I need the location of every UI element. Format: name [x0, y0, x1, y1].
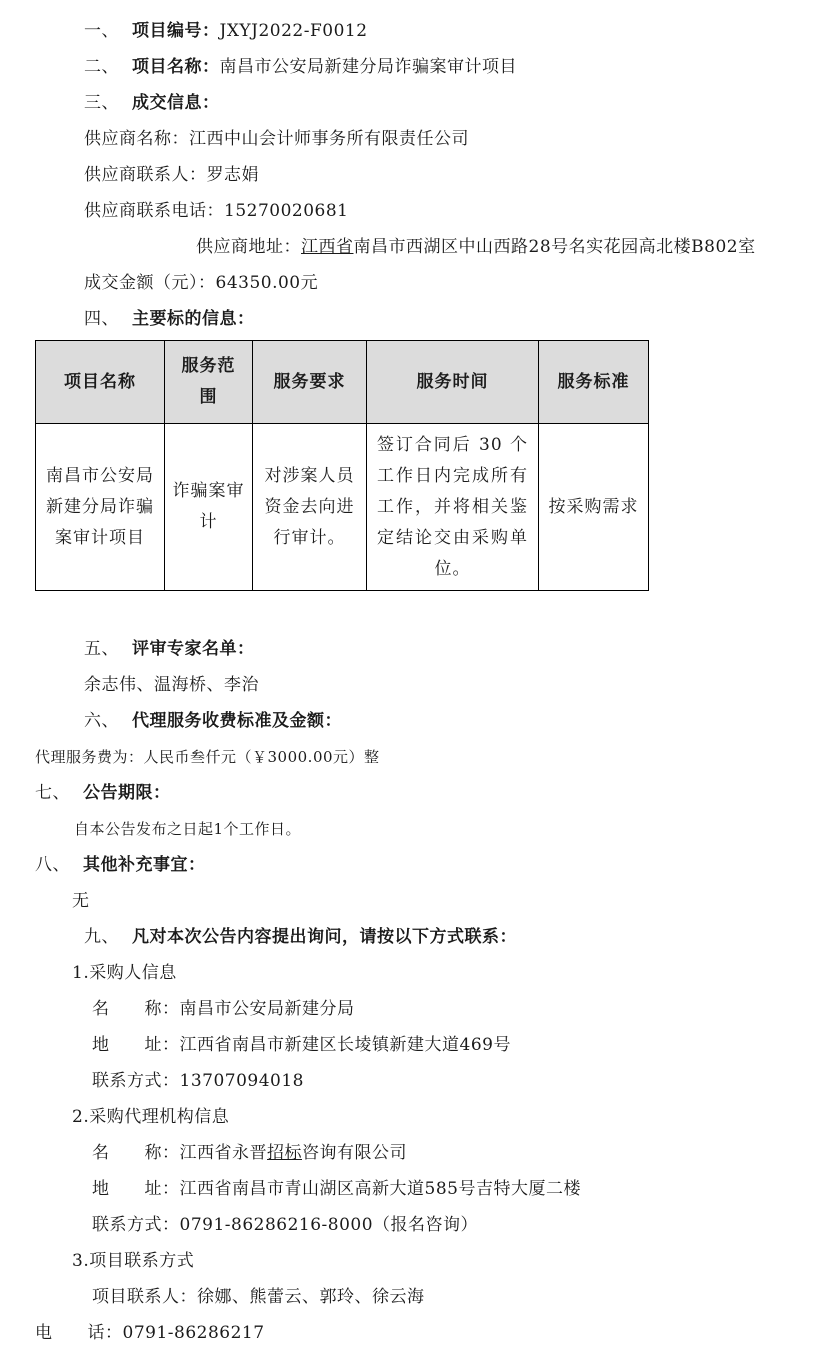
section-label: 成交信息： — [132, 93, 220, 113]
purchaser-title: 1.采购人信息 — [72, 963, 177, 983]
project-name: 南昌市公安局新建分局诈骗案审计项目 — [219, 57, 517, 77]
section-number: 五、 — [84, 639, 119, 659]
table-cell: 按采购需求 — [539, 424, 649, 591]
section-deal-info — [84, 92, 220, 114]
section-label: 项目编号： — [132, 21, 220, 41]
supplier-contact: 供应商联系人：罗志娟 — [84, 165, 259, 185]
other-matters: 无 — [72, 891, 90, 911]
agency-name-underlined: 招标 — [267, 1143, 302, 1163]
section-number: 八、 — [35, 855, 70, 875]
supplier-phone: 供应商联系电话：15270020681 — [84, 201, 349, 221]
project-contact-persons: 项目联系人：徐娜、熊蕾云、郭玲、徐云海 — [92, 1287, 425, 1307]
section-number: 七、 — [35, 783, 70, 803]
table-header-row — [36, 341, 649, 424]
purchaser-address: 地 址：江西省南昌市新建区长堎镇新建大道469号 — [92, 1035, 511, 1055]
section-label: 评审专家名单： — [132, 639, 255, 659]
header-cell: 项目名称 — [36, 341, 165, 424]
section-agency-fee — [84, 710, 342, 732]
section-number: 一、 — [84, 21, 119, 41]
section-experts — [84, 638, 255, 660]
agency-name-post: 咨询有限公司 — [302, 1143, 407, 1163]
section-number: 二、 — [84, 57, 119, 77]
table-cell: 签订合同后 30 个工作日内完成所有工作，并将相关鉴定结论交由采购单位。 — [367, 424, 539, 591]
section-label: 凡对本次公告内容提出询问，请按以下方式联系： — [132, 927, 517, 947]
section-label: 公告期限： — [83, 783, 171, 803]
expert-list: 余志伟、温海桥、李治 — [84, 675, 259, 695]
header-cell: 服务范围 — [165, 341, 253, 424]
section-label: 主要标的信息： — [132, 309, 255, 329]
notice-period: 自本公告发布之日起1个工作日。 — [74, 820, 302, 838]
project-contact-title: 3.项目联系方式 — [72, 1251, 195, 1271]
agency-address: 地 址：江西省南昌市青山湖区高新大道585号吉特大厦二楼 — [92, 1179, 581, 1199]
section-project-number — [84, 20, 368, 42]
section-number: 六、 — [84, 711, 119, 731]
supplier-address-rest: 南昌市西湖区中山西路28号名实花园高北楼B802室 — [353, 237, 756, 257]
purchaser-phone: 联系方式：13707094018 — [92, 1071, 304, 1091]
supplier-address-label: 供应商地址： — [196, 237, 301, 257]
purchaser-name: 名 称：南昌市公安局新建分局 — [92, 999, 355, 1019]
section-label: 其他补充事宜： — [83, 855, 206, 875]
section-other — [35, 854, 206, 876]
header-cell: 服务时间 — [367, 341, 539, 424]
agency-phone: 联系方式：0791-86286216-8000（报名咨询） — [92, 1215, 479, 1235]
section-number: 三、 — [84, 93, 119, 113]
agency-title: 2.采购代理机构信息 — [72, 1107, 230, 1127]
table-row — [36, 424, 649, 591]
section-main-subject — [84, 308, 255, 330]
supplier-address — [196, 236, 756, 258]
section-project-name — [84, 56, 517, 78]
section-number: 九、 — [84, 927, 119, 947]
section-notice-period — [35, 782, 171, 804]
agency-name — [92, 1142, 407, 1164]
header-cell: 服务要求 — [253, 341, 367, 424]
subject-table — [35, 340, 649, 591]
table-cell: 诈骗案审计 — [165, 424, 253, 591]
section-label: 项目名称： — [132, 57, 220, 77]
table-cell: 南昌市公安局新建分局诈骗案审计项目 — [36, 424, 165, 591]
table-cell: 对涉案人员资金去向进行审计。 — [253, 424, 367, 591]
section-label: 代理服务收费标准及金额： — [132, 711, 342, 731]
project-contact-phone: 电 话：0791-86286217 — [35, 1323, 265, 1343]
section-number: 四、 — [84, 309, 119, 329]
section-contact — [84, 926, 517, 948]
project-number: JXYJ2022-F0012 — [219, 21, 368, 41]
deal-amount: 成交金额（元）：64350.00元 — [84, 273, 319, 293]
supplier-name: 供应商名称：江西中山会计师事务所有限责任公司 — [84, 129, 469, 149]
agency-fee — [35, 746, 380, 768]
agency-name-pre: 名 称：江西省永晋 — [92, 1143, 267, 1163]
agency-fee-text: 代理服务费为：人民币叁仟元（￥3000.00元）整 — [35, 748, 380, 766]
supplier-address-province: 江西省 — [301, 237, 354, 257]
header-cell: 服务标准 — [539, 341, 649, 424]
